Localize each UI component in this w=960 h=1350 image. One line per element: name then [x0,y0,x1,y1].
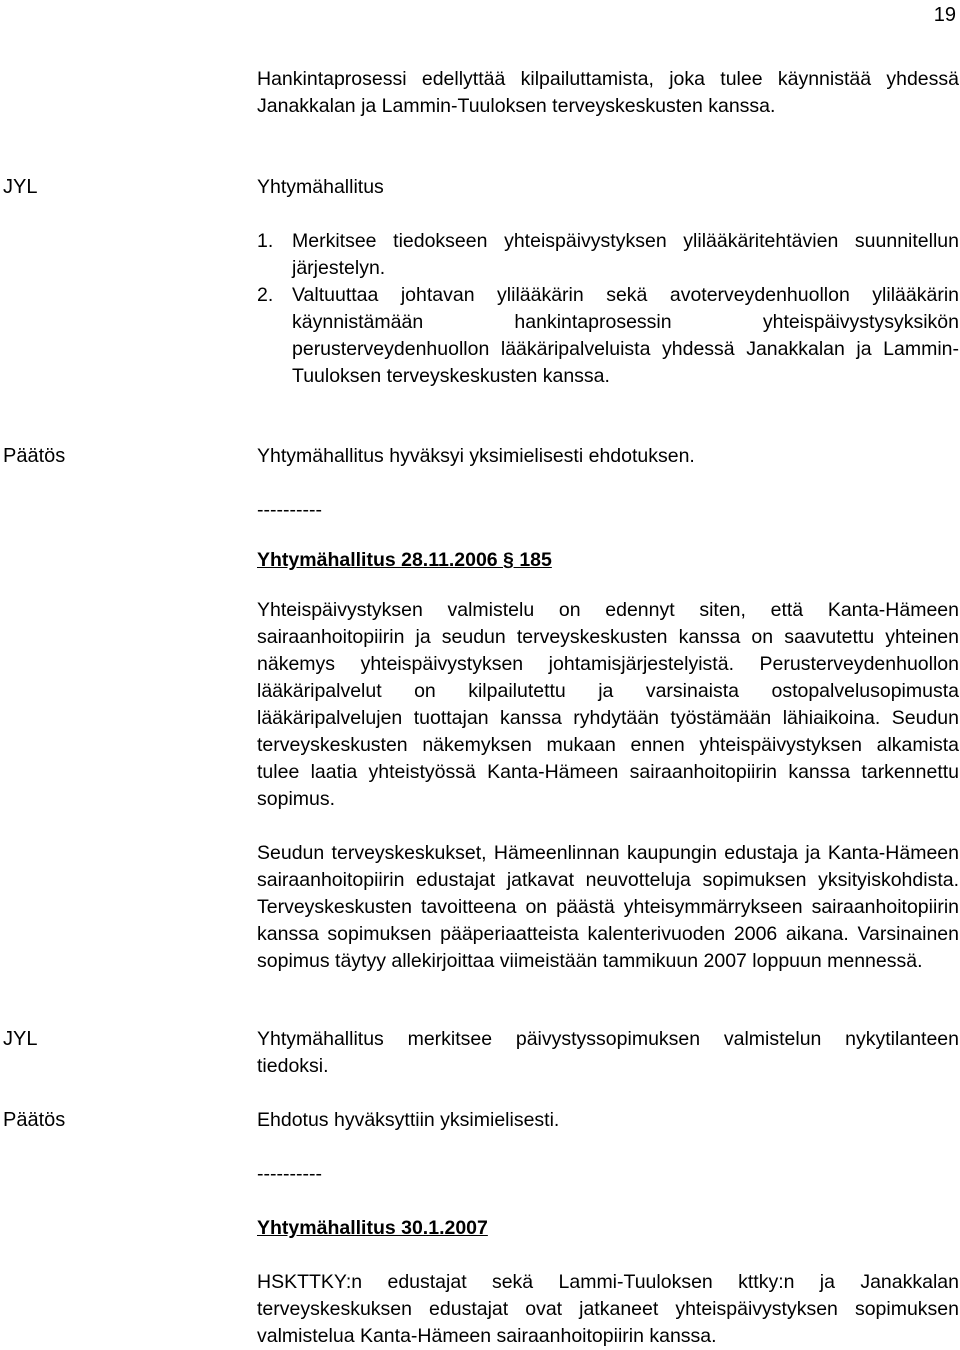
list-item-text: Merkitsee tiedokseen yhteispäivystyksen ylilääkäritehtävien suunnitellun järjestelyn. [292,230,959,279]
proposal-list [257,228,959,390]
proposal-text: Yhtymähallitus merkitsee päivystyssopimuksen valmistelun nykytilanteen tiedoksi. [257,1028,959,1077]
list-item [257,282,959,390]
section-paragraph: Yhteispäivystyksen valmistelu on edennyt siten, että Kanta-Hämeen sairaanhoitopiirin ja seudun terveyskeskusten kanssa on saavutettu yhteinen näkemys yhteispäivystyksen johtamisjärjestelyistä. Perusterveydenhuollon lääkäripalvelut on kilpailutettu ja varsinaista ostopalvelusopimusta lääkäripalvelujen tuottajan kanssa ryhdytään työstämään lähiaikoina. Seudun terveyskeskusten näkemyksen mukaan ennen yhteispäivystyksen alkamista tulee laatia yhteistyössä Kanta-Hämeen sairaanhoitopiirin kanssa tarkennettu sopimus. [257,599,959,810]
decision-text: Yhtymähallitus hyväksyi yksimielisesti ehdotuksen. [257,445,695,467]
list-item-number: 2. [257,284,274,306]
list-item-number: 1. [257,230,274,252]
separator: ---------- [257,1163,322,1185]
jyl-label: JYL [3,1028,38,1050]
proposal-list-wrapper [257,228,959,390]
intro-paragraph: Hankintaprosessi edellyttää kilpailuttamista, joka tulee käynnistää yhdessä Janakkalan ja Lammin-Tuuloksen terveyskeskusten kanssa. [257,68,959,117]
section-heading: Yhtymähallitus 30.1.2007 [257,1217,488,1239]
decision-label: Päätös [3,445,66,467]
section-paragraph: HSKTTKY:n edustajat sekä Lammi-Tuuloksen kttky:n ja Janakkalan terveyskeskuksen edustajat ovat jatkaneet yhteispäivystyksen sopimuksen valmistelua Kanta-Hämeen sairaanhoitopiirin kanssa. [257,1271,959,1347]
separator: ---------- [257,499,322,521]
list-item-text: Valtuuttaa johtavan ylilääkärin sekä avoterveydenhuollon ylilääkärin käynnistämään hankintaprosessin yhteispäivystysyksikön perusterveydenhuollon lääkäripalveluista yhdessä Janakkalan ja Lammin-Tuuloksen terveyskeskusten kanssa. [292,284,959,387]
proposal-title: Yhtymähallitus [257,176,384,198]
decision-label: Päätös [3,1109,66,1131]
jyl-label: JYL [3,176,38,198]
section-paragraph: Seudun terveyskeskukset, Hämeenlinnan kaupungin edustaja ja Kanta-Hämeen sairaanhoitopiirin edustajat jatkavat neuvotteluja sopimuksen yksityiskohdista. Terveyskeskusten tavoitteena on päästä yhteisymmärrykseen sairaanhoitopiirin kanssa sopimuksen pääperiaatteista kalenterivuoden 2006 aikana. Varsinainen sopimus täytyy allekirjoittaa viimeistään tammikuun 2007 loppuun mennessä. [257,842,959,972]
page-number: 19 [933,4,956,26]
list-item [257,228,959,282]
decision-text: Ehdotus hyväksyttiin yksimielisesti. [257,1109,560,1131]
section-heading: Yhtymähallitus 28.11.2006 § 185 [257,549,552,571]
